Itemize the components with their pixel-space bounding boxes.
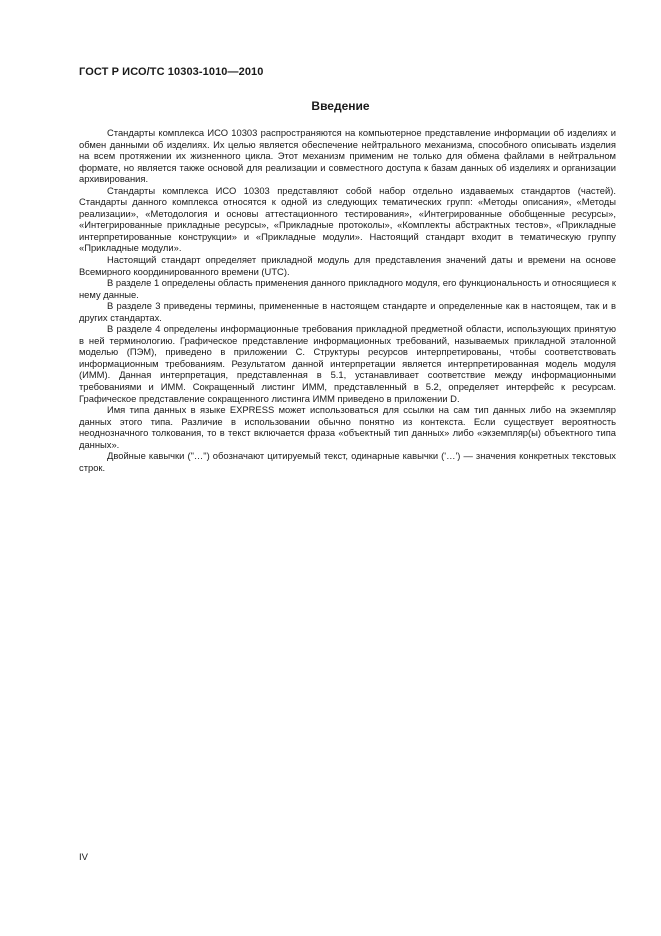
paragraph: Стандарты комплекса ИСО 10303 распространяются на компьютерное представление информации об изделиях и обмен данными об изделиях. Их целью является обеспечение нейтрального механизма, способного описывать изделия на всем протяжении их жизненного цикла. Этот механизм применим не только для обмена файлами в нейтральном формате, но является также основой для реализации и совместного доступа к базам данных об изделиях и организации архивирования. — [79, 127, 616, 185]
paragraph: В разделе 4 определены информационные требования прикладной предметной области, использующих принятую в ней терминологию. Графическое представление информационных требований, называемых прикладной эталонной моделью (ПЭМ), приведено в приложении С. Структуры ресурсов интерпретированы, чтобы соответствовать информационным требованиям. Результатом данной интерпретации является интерпретированная модель модуля (ИММ). Данная интерпретация, представленная в 5.1, устанавливает соответствие между информационными требованиями и ИММ. Сокращенный листинг ИММ, представленный в 5.2, определяет интерфейс к ресурсам. Графическое представление сокращенного листинга ИММ приведено в приложении D. — [79, 323, 616, 404]
page-number: IV — [79, 852, 88, 863]
document-header: ГОСТ Р ИСО/ТС 10303-1010—2010 — [79, 66, 264, 78]
paragraph: Имя типа данных в языке EXPRESS может использоваться для ссылки на сам тип данных либо на экземпляр данных этого типа. Различие в использовании обычно понятно из контекста. Если существует вероятность неоднозначного толкования, то в текст включается фраза «объектный тип данных» либо «экземпляр(ы) объектного типа данных». — [79, 404, 616, 450]
paragraph: В разделе 1 определены область применения данного прикладного модуля, его функциональность и относящиеся к нему данные. — [79, 277, 616, 300]
paragraph: Настоящий стандарт определяет прикладной модуль для представления значений даты и времени на основе Всемирного координированного времени (UTC). — [79, 254, 616, 277]
paragraph: В разделе 3 приведены термины, примененные в настоящем стандарте и определенные как в настоящем, так и в других стандартах. — [79, 300, 616, 323]
paragraph: Двойные кавычки ("…") обозначают цитируемый текст, одинарные кавычки ('…') — значения конкретных текстовых строк. — [79, 450, 616, 473]
body-text — [79, 127, 616, 473]
section-title: Введение — [311, 99, 370, 113]
paragraph: Стандарты комплекса ИСО 10303 представляют собой набор отдельно издаваемых стандартов (частей). Стандарты данного комплекса относятся к одной из следующих тематических групп: «Методы описания», «Методы реализации», «Методология и основы аттестационного тестирования», «Интегрированные обобщенные ресурсы», «Интегрированные прикладные ресурсы», «Прикладные протоколы», «Комплекты абстрактных тестов», «Прикладные интерпретированные конструкции» и «Прикладные модули». Настоящий стандарт входит в тематическую группу «Прикладные модули». — [79, 184, 616, 254]
